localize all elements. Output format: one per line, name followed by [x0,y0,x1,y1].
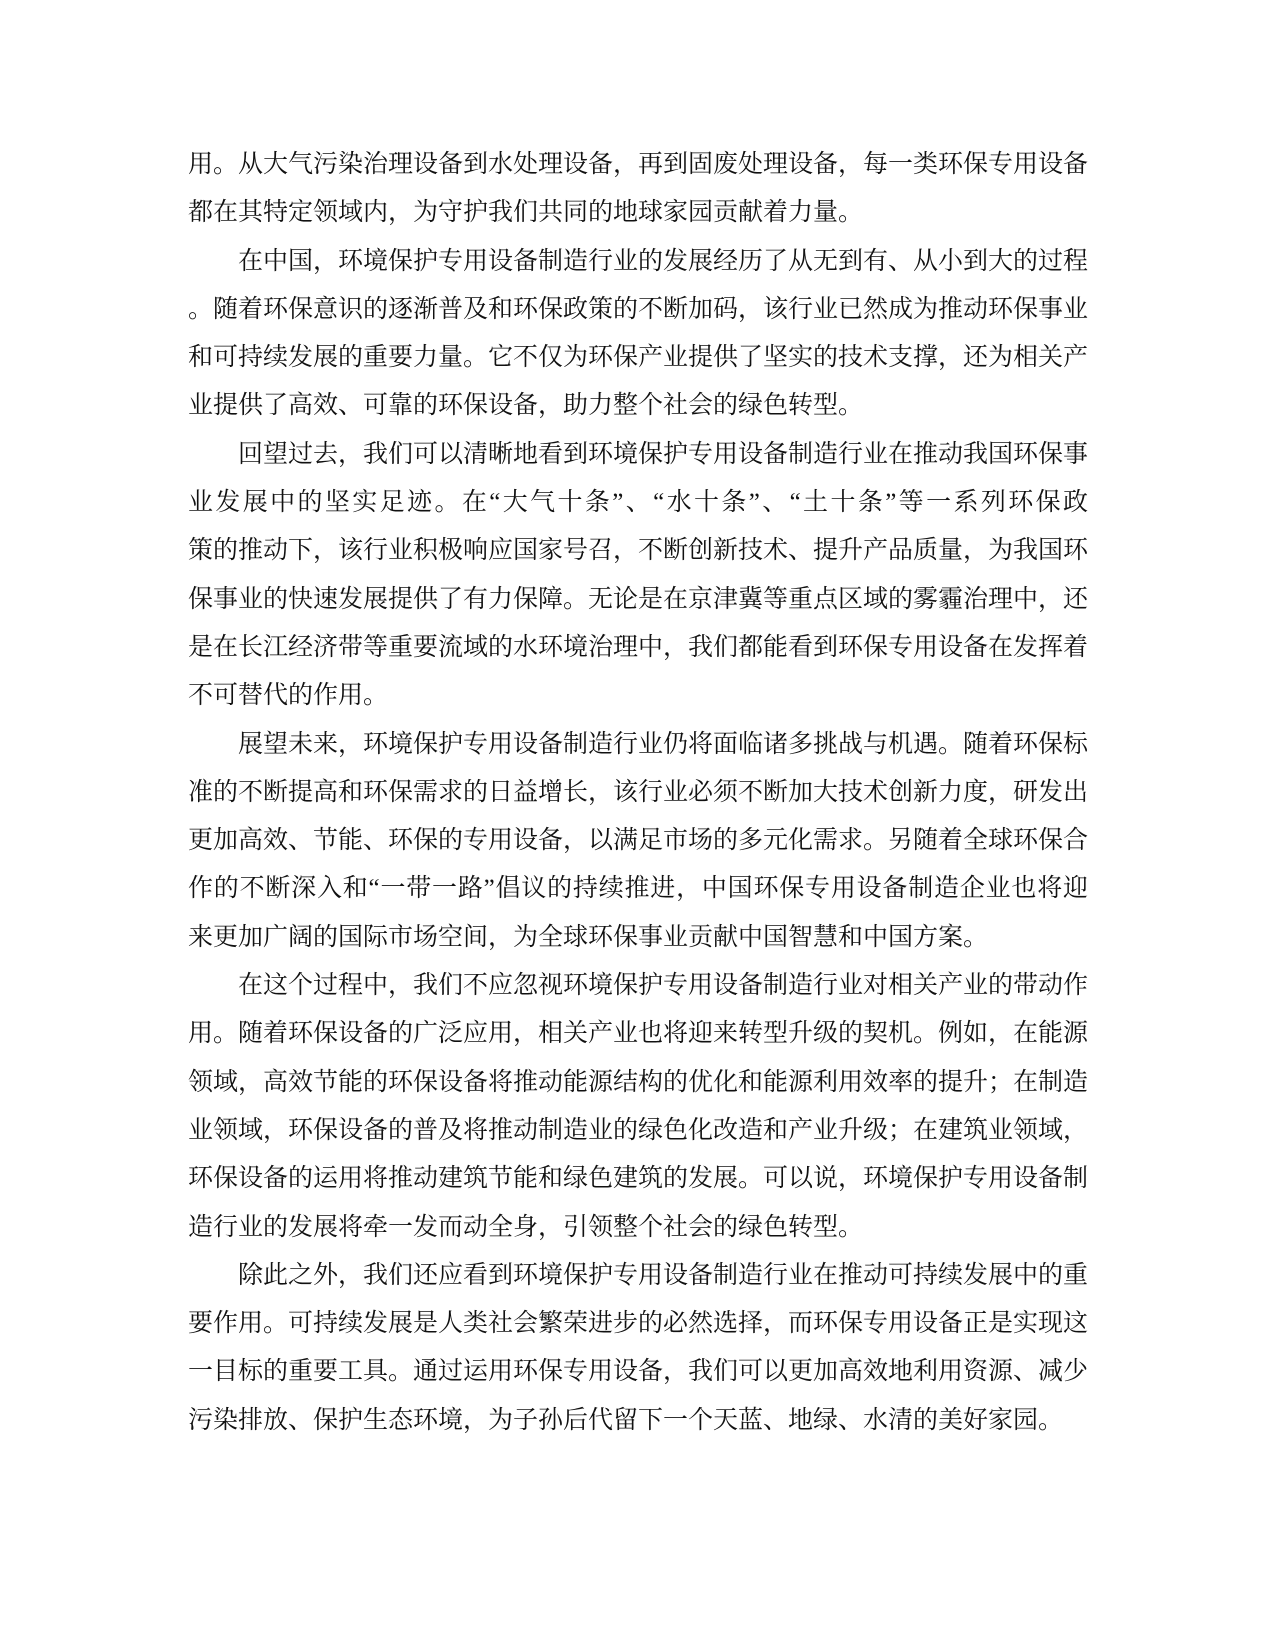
text-line: 回望过去，我们可以清晰地看到环境保护专用设备制造行业在推动我国环保事 [238,440,1088,468]
text-line: 除此之外，我们还应看到环境保护专用设备制造行业在推动可持续发展中的重 [238,1261,1088,1289]
text-line: 作的不断深入和“一带一路”倡议的持续推进，中国环保专用设备制造企业也将迎 [188,875,1088,903]
text-line: 保事业的快速发展提供了有力保障。无论是在京津冀等重点区域的雾霾治理中，还 [188,585,1088,613]
text-line: 不可替代的作用。 [188,682,389,710]
text-line: 在这个过程中，我们不应忽视环境保护专用设备制造行业对相关产业的带动作 [238,972,1088,1000]
text-line: 用。随着环保设备的广泛应用，相关产业也将迎来转型升级的契机。例如，在能源 [188,1020,1088,1048]
text-line: 业领域，环保设备的普及将推动制造业的绿色化改造和产业升级；在建筑业领域， [188,1116,1088,1144]
text-line: 展望未来，环境保护专用设备制造行业仍将面临诸多挑战与机遇。随着环保标 [238,730,1088,758]
text-line: 来更加广阔的国际市场空间，为全球环保事业贡献中国智慧和中国方案。 [188,923,989,951]
text-line: 用。从大气污染治理设备到水处理设备，再到固废处理设备，每一类环保专用设备 [188,151,1088,178]
text-line: 策的推动下，该行业积极响应国家号召，不断创新技术、提升产品质量，为我国环 [188,537,1088,565]
text-line: 都在其特定领域内，为守护我们共同的地球家园贡献着力量。 [188,199,864,227]
text-line: 准的不断提高和环保需求的日益增长，该行业必须不断加大技术创新力度，研发出 [188,778,1088,806]
text-line: 和可持续发展的重要力量。它不仅为环保产业提供了坚实的技术支撑，还为相关产 [188,344,1088,372]
text-line: 在中国，环境保护专用设备制造行业的发展经历了从无到有、从小到大的过程 [238,247,1088,275]
text-line: 。随着环保意识的逐渐普及和环保政策的不断加码，该行业已然成为推动环保事业 [188,295,1088,323]
text-line: 污染排放、保护生态环境，为子孙后代留下一个天蓝、地绿、水清的美好家园。 [188,1406,1064,1434]
text-line: 业发展中的坚实足迹。在“大气十条”、“水十条”、“土十条”等一系列环保政 [188,489,1088,517]
document-body-text [188,141,1088,1445]
text-line: 领域，高效节能的环保设备将推动能源结构的优化和能源利用效率的提升；在制造 [188,1068,1088,1096]
text-line: 造行业的发展将牵一发而动全身，引领整个社会的绿色转型。 [188,1213,864,1241]
text-line: 是在长江经济带等重要流域的水环境治理中，我们都能看到环保专用设备在发挥着 [188,633,1088,661]
text-line: 业提供了高效、可靠的环保设备，助力整个社会的绿色转型。 [188,392,864,420]
text-line: 环保设备的运用将推动建筑节能和绿色建筑的发展。可以说，环境保护专用设备制 [188,1165,1088,1193]
text-line: 一目标的重要工具。通过运用环保专用设备，我们可以更加高效地利用资源、减少 [188,1358,1088,1386]
text-line: 要作用。可持续发展是人类社会繁荣进步的必然选择，而环保专用设备正是实现这 [188,1310,1088,1338]
text-line: 更加高效、节能、环保的专用设备，以满足市场的多元化需求。另随着全球环保合 [188,827,1088,855]
